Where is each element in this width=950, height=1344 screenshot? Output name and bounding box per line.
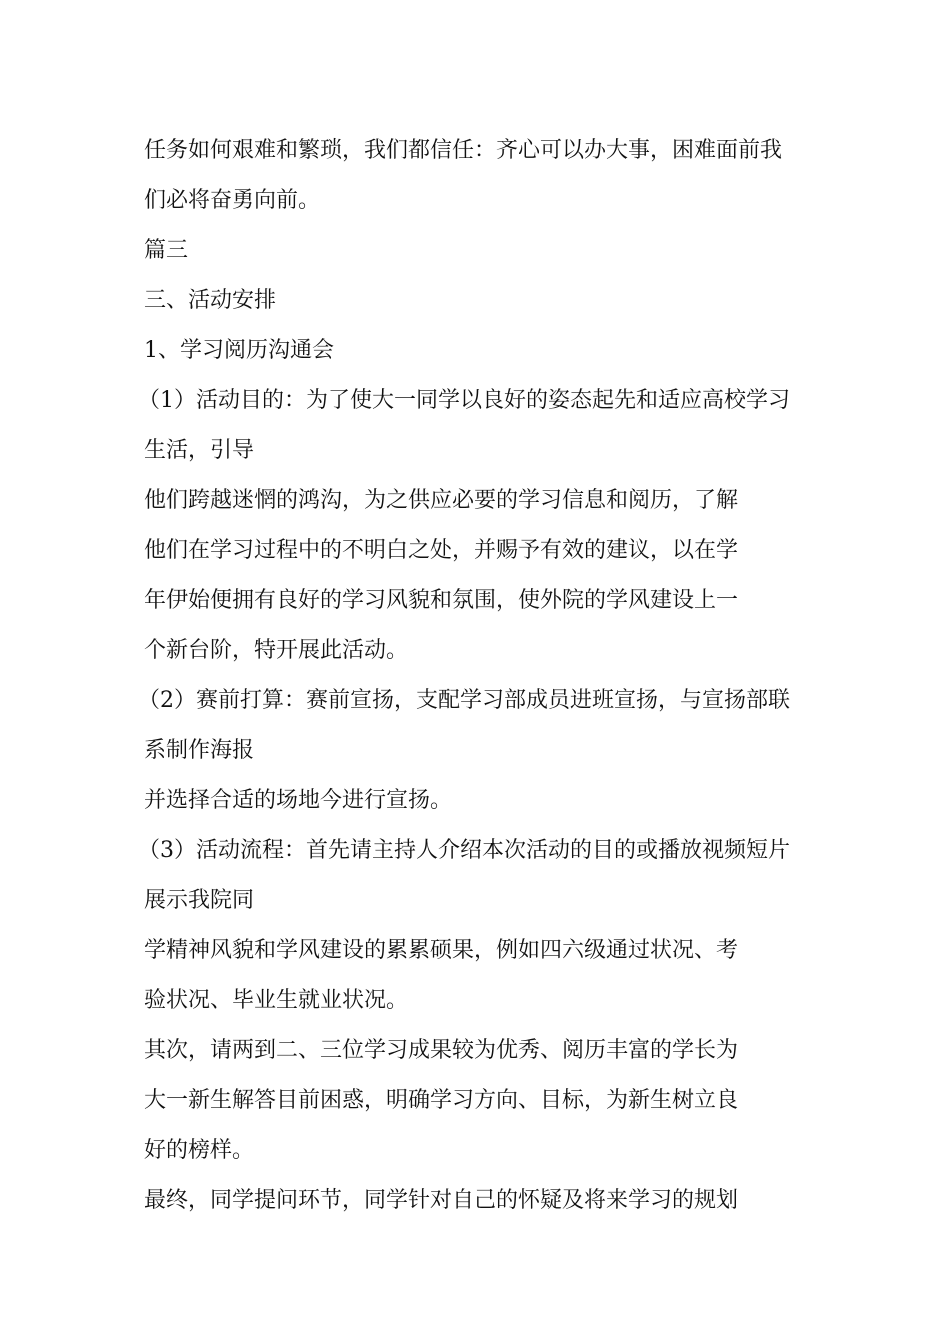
text-line: 并选择合适的场地今进行宣扬。 [144, 788, 453, 813]
text-line: 年伊始便拥有良好的学习风貌和氛围，使外院的学风建设上一 [144, 588, 739, 613]
section-heading: 篇三 [144, 238, 189, 263]
text-line: 他们在学习过程中的不明白之处，并赐予有效的建议，以在学 [144, 538, 739, 563]
text-line: （1）活动目的：为了使大一同学以良好的姿态起先和适应高校学习 [138, 388, 790, 413]
text-line: 其次，请两到二、三位学习成果较为优秀、阅历丰富的学长为 [144, 1038, 739, 1063]
text-line: 个新台阶，特开展此活动。 [144, 638, 409, 663]
text-line: 好的榜样。 [144, 1138, 255, 1163]
text-line: 生活，引导 [144, 438, 255, 463]
text-line: 任务如何艰难和繁琐，我们都信任：齐心可以办大事，困难面前我 [144, 138, 783, 163]
text-line: 最终，同学提问环节，同学针对自己的怀疑及将来学习的规划 [144, 1188, 739, 1213]
text-line: 展示我院同 [144, 888, 255, 913]
text-line: （3）活动流程：首先请主持人介绍本次活动的目的或播放视频短片 [138, 838, 790, 863]
text-line: 学精神风貌和学风建设的累累硕果，例如四六级通过状况、考 [144, 938, 739, 963]
text-line: 们必将奋勇向前。 [144, 188, 321, 213]
text-line: 系制作海报 [144, 738, 255, 763]
text-line: 他们跨越迷惘的鸿沟，为之供应必要的学习信息和阅历，了解 [144, 488, 739, 513]
subsection-heading: 三、活动安排 [144, 288, 277, 313]
text-line: 大一新生解答目前困惑，明确学习方向、目标，为新生树立良 [144, 1088, 739, 1113]
text-line: （2）赛前打算：赛前宣扬，支配学习部成员进班宣扬，与宣扬部联 [138, 688, 790, 713]
item-heading: 1、学习阅历沟通会 [144, 338, 334, 363]
text-line: 验状况、毕业生就业状况。 [144, 988, 409, 1013]
